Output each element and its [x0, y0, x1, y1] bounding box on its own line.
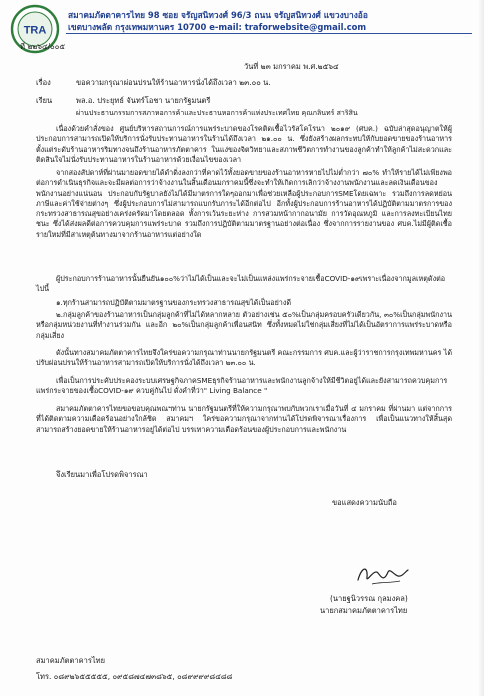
letterhead-address-line-1: สมาคมภัตตาคารไทย 98 ซอย จรัญสนิทวงศ์ 96/3 ถนน จรัญสนิทวงศ์ แขวงบางอ้อ [68, 10, 368, 20]
body-paragraph-5: ๒.กลุ่มลูกค้าของร้านอาหารเป็นกลุ่มลูกค้าที่ไม่ได้หลากหลาย ตัวอย่างเช่น ๕๐%เป็นกลุ่มครอบครัวเดียวกัน, ๓๐%เป็นกลุ่มพนักงานหรือกลุ่มหน่วยงานที่ทำงานร่วมกัน และอีก ๒๐%เป็นกลุ่มลูกค้าเพื่อนสนิท ซึ่งทั้งหมดไม่ใช่กลุ่มเสี่ยงที่ไม่ได้เป็นอัตราการแพร่ระบาดหรือกลุ่มเสี่ยง [36, 310, 452, 340]
closing-salutation: ขอแสดงความนับถือ [332, 498, 397, 507]
reference-number: ที่ ๒๒๖๔/๐๐๕ [20, 42, 66, 51]
recipient-label: เรียน [36, 96, 53, 105]
signer-name: (นายฐนิวรรณ กุลมงคล) [330, 594, 408, 603]
body-paragraph-1: เนื่องด้วยคำสั่งของ ศูนย์บริหารสถานการณ์การแพร่ระบาดของโรคติดเชื้อไวรัสโคโรนา ๒๐๑๙ (ศบค.) ฉบับล่าสุดอนุญาตให้ผู้ประกอบการสามารถเปิดให้บริการนั่งรับประทานอาหารในร้านได้ถึงเวลา ๒๑.๐๐ น. ซึ่งยังสร้างผลกระทบให้กับยอดขายของร้านอาหารตั้งแต่ระดับร้านอาหารริมทางจนถึงร้านอาหารภัตตาคาร ในแง่ของจิตวิทยาและสภาพชีวิตการทำงานของลูกค้าทำให้ลูกค้าไม่สะดวกและติดสินใจไม่นั่งรับประทานอาหารในร้านอาหารด้วยเงื่อนไขของเวลา [36, 124, 452, 164]
letter-date: วันที่ ๒๓ มกราคม พ.ศ.๒๕๖๔ [244, 62, 339, 71]
letterhead-address-line-2: เขตบางพลัด กรุงเทพมหานคร 10700 e-mail: traforwebsite@gmail.com [68, 22, 367, 32]
subject-label: เรื่อง [36, 78, 51, 87]
body-paragraph-4: ๑.ทุกร้านสามารถปฏิบัติตามมาตรฐานของกระทรวงสาธารณสุขได้เป็นอย่างดี [56, 298, 292, 307]
footer-phone: โทร. ๐๘๙๒๖๕๕๕๕๕, ๐๙๕๘๗๔๗๓๘๖๕, ๐๘๙๙๙๙๘๔๘๘ [36, 672, 233, 681]
logo-text: TRA [23, 24, 47, 37]
body-paragraph-7: เพื่อเป็นการประคับประคองระบบเศรษฐกิจภาคSMEธุรกิจร้านอาหารและพนักงานลูกจ้างให้มีชีวิตอยู่ได้และยังสามารถควบคุมการแพร่กระจายของเชื้อCOVID-๑๙ ควบคู่กันไป ดั่งคำที่ว่า" Living Balance " [36, 376, 448, 396]
body-paragraph-2: จากสองสัปดาห์ที่ผ่านมายอดขายได้ดำดิ่งลงกว่าที่คาดไว้ทั้งยอดขายของร้านอาหารหายไปไม่ต่ำกว่า ๗๐% ทำให้รายได้ไม่เพียงพอต่อการดำเนินธุรกิจและจะมีผลต่อการว่าจ้างงานในสิ้นเดือนมกราคมนี้ซึ่งจะทำให้เกิดการเลิกว่าจ้างงานพนักงานและลดเงินเดือนของพนักงานอย่างแน่นอน ประกอบกับรัฐบาลยังไม่ได้มีมาตรการใดๆออกมาเพื่อช่วยเหลือผู้ประกอบการSMEโดยเฉพาะ รวมถึงการลดหย่อนภาษีและค่าใช้จ่ายต่างๆ ซึ่งผู้ประกอบการไม่สามารถแบกรับภาระได้อีกต่อไป อีกทั้งผู้ประกอบการร้านอาหารได้ปฏิบัติตามมาตรการของกระทรวงสาธารณสุขอย่างเคร่งครัดมาโดยตลอด ทั้งการเว้นระยะห่าง การสวมหน้ากากอนามัย การวัดอุณหภูมิ และการลงทะเบียนไทยชนะ ซึ่งได้ส่งผลดีต่อการควบคุมการแพร่ระบาด รวมถึงการปฏิบัติตามมาตรฐานอย่างต่อเนื่อง ซึ่งจากการรายงานของ ศบค.ไม่มีผู้ติดเชื้อรายใหม่ที่มีสาเหตุต้นทางมาจากร้านอาหารแต่อย่างใด [36, 168, 452, 239]
letterhead-divider [66, 33, 472, 34]
signature-image [352, 560, 412, 590]
closing-request: จึงเรียนมาเพื่อโปรดพิจารณา [56, 470, 148, 479]
footer-organization: สมาคมภัตตาคารไทย [36, 656, 105, 665]
paper-edge-shadow [478, 0, 484, 696]
body-paragraph-6: ดังนั้นทางสมาคมภัตตาคารไทยจึงใคร่ขอความกรุณาท่านนายกรัฐมนตรี คณะกรรมการ ศบค.และผู้ว่าราชการกรุงเทพมหานคร ได้ปรับผ่อนปรนให้ร้านอาหารสามารถเปิดให้บริการนั่งได้ถึงเวลา ๒๓.๐๐ น. [36, 348, 452, 368]
body-paragraph-8: สมาคมภัตตาคารไทยขอขอบคุณพณฯท่าน นายกรัฐมนตรีที่ให้ความกรุณาพบกับพวกเราเมื่อวันที่ ๔ มกราคม ที่ผ่านมา แต่จากการที่ได้ติดตามความเดือดร้อนอย่างใกล้ชิด สมาคมฯ ใคร่ขอความกรุณาจากท่านได้โปรดพิจารณาเรื่องการ เพื่อเป็นแนวทางให้สิ้นสุด สามารถสร้างยอดขายให้ร้านอาหารอยู่ได้ต่อไป บรรเทาความเดือดร้อนของผู้ประกอบการและพนักงาน [36, 404, 452, 434]
subject-text: ขอความกรุณาผ่อนปรนให้ร้านอาหารนั่งได้ถึงเวลา ๒๓.๐๐ น. [76, 78, 271, 87]
body-paragraph-3: ผู้ประกอบการร้านอาหารนั้นยืนยัน๑๐๐%ว่าไม่ได้เป็นและจะไม่เป็นแหล่งแพร่กระจายเชื้อCOVID-๑๙เพราะเนื่องจากมูลเหตุดังต่อไปนี้ [36, 274, 446, 294]
signer-title: นายกสมาคมภัตตาคารไทย [320, 606, 408, 615]
via-text: ผ่านประธานกรรมการสภาหอการค้าและประธานหอการค้าแห่งประเทศไทย คุณกลินทร์ สาริสิน [76, 109, 358, 117]
recipient-text: พล.อ. ประยุทธ์ จันทร์โอชา นายกรัฐมนตรี [76, 96, 211, 105]
